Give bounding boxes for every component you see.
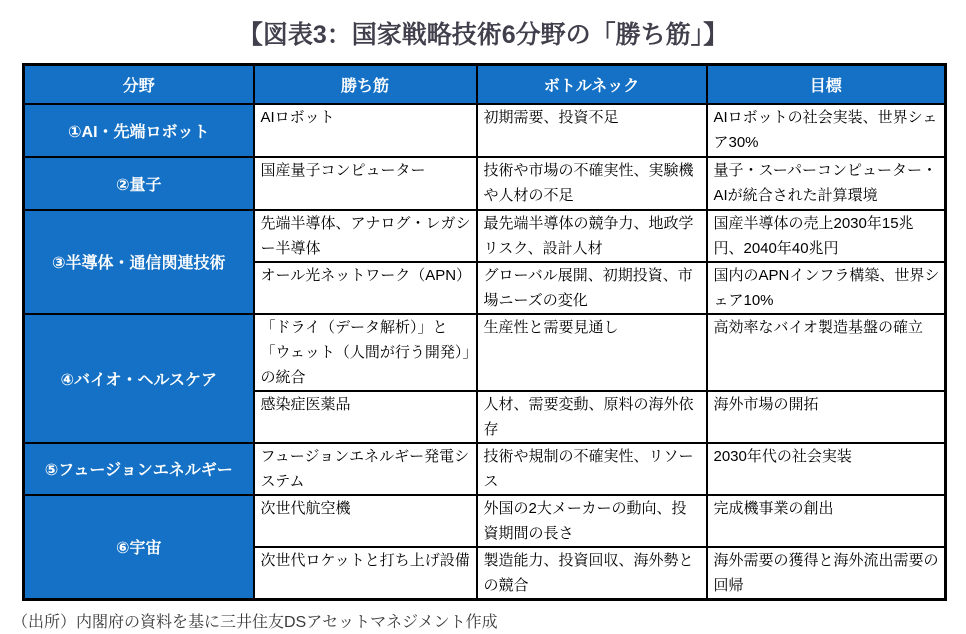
goal-cell: 量子・スーパーコンピューター・AIが統合された計算環境 [707,157,946,210]
bottleneck-cell: 製造能力、投資回収、海外勢との競合 [477,547,707,600]
column-header-winning-path: 勝ち筋 [254,65,477,104]
table-row [24,314,946,391]
goal-cell: 高効率なバイオ製造基盤の確立 [707,314,946,391]
bottleneck-cell: 人材、需要変動、原料の海外依存 [477,391,707,443]
strategy-table [22,63,947,601]
win-cell: 「ドライ（データ解析）」と「ウェット（人間が行う開発）」の統合 [254,314,477,391]
column-header-goal: 目標 [707,65,946,104]
goal-cell: 国内のAPNインフラ構築、世界シェア10% [707,262,946,314]
source-note: （出所）内閣府の資料を基に三井住友DSアセットマネジメント作成 [12,613,498,631]
column-header-field: 分野 [24,65,254,104]
bottleneck-cell: 初期需要、投資不足 [477,104,707,157]
column-header-bottleneck: ボトルネック [477,65,707,104]
field-cell-semiconductor: ③半導体・通信関連技術 [24,210,254,314]
bottleneck-cell: 技術や市場の不確実性、実験機や人材の不足 [477,157,707,210]
goal-cell: AIロボットの社会実装、世界シェア30% [707,104,946,157]
goal-cell: 完成機事業の創出 [707,495,946,547]
header-row [24,65,946,104]
field-cell-ai-robot: ①AI・先端ロボット [24,104,254,157]
win-cell: 感染症医薬品 [254,391,477,443]
win-cell: オール光ネットワーク（APN） [254,262,477,314]
win-cell: AIロボット [254,104,477,157]
goal-cell: 2030年代の社会実装 [707,443,946,495]
bottleneck-cell: 最先端半導体の競争力、地政学リスク、設計人材 [477,210,707,262]
bottleneck-cell: グローバル展開、初期投資、市場ニーズの変化 [477,262,707,314]
bottleneck-cell: 生産性と需要見通し [477,314,707,391]
goal-cell: 海外市場の開拓 [707,391,946,443]
win-cell: 先端半導体、アナログ・レガシー半導体 [254,210,477,262]
table-row [24,104,946,157]
field-cell-quantum: ②量子 [24,157,254,210]
field-cell-space: ⑥宇宙 [24,495,254,600]
figure-page [0,15,966,634]
table-row [24,443,946,495]
win-cell: 国産量子コンピューター [254,157,477,210]
field-cell-bio-healthcare: ④バイオ・ヘルスケア [24,314,254,443]
goal-cell: 国産半導体の売上2030年15兆円、2040年40兆円 [707,210,946,262]
goal-cell: 海外需要の獲得と海外流出需要の回帰 [707,547,946,600]
bottleneck-cell: 技術や規制の不確実性、リソース [477,443,707,495]
win-cell: 次世代ロケットと打ち上げ設備 [254,547,477,600]
field-cell-fusion-energy: ⑤フュージョンエネルギー [24,443,254,495]
win-cell: 次世代航空機 [254,495,477,547]
win-cell: フュージョンエネルギー発電システム [254,443,477,495]
table-row [24,210,946,262]
table-row [24,495,946,547]
bottleneck-cell: 外国の2大メーカーの動向、投資期間の長さ [477,495,707,547]
figure-title: 【図表3：国家戦略技術6分野の「勝ち筋」】 [237,21,729,49]
table-row [24,157,946,210]
